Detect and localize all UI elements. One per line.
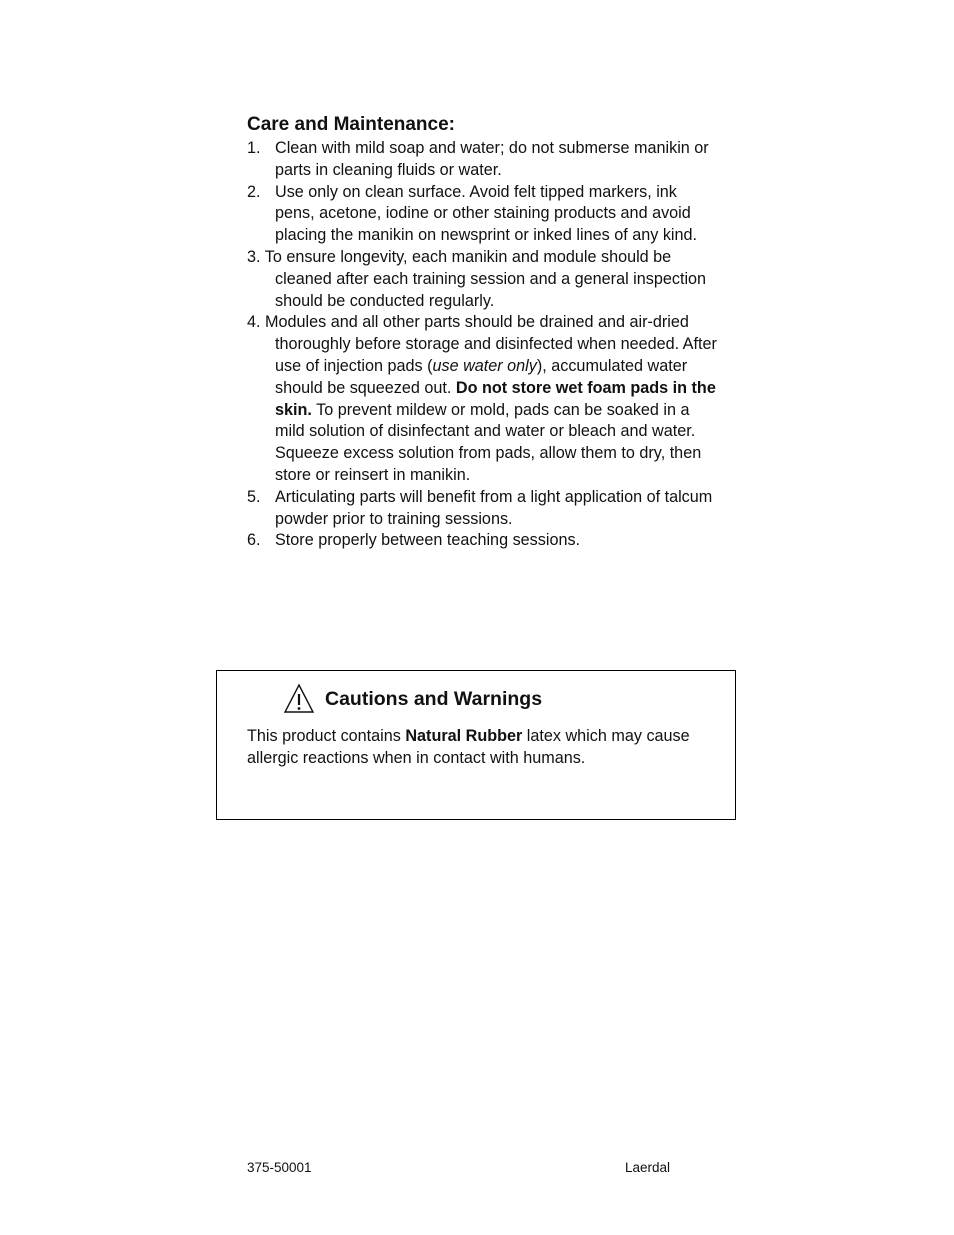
list-text: To ensure longevity, each manikin and module should be cleaned after each training session and a general inspection should be conducted regularly.	[264, 247, 707, 310]
warning-title-row	[283, 683, 542, 715]
list-item	[247, 530, 717, 552]
list-text: Modules and all other parts should be drained and air-dried thoroughly before storage and disinfected when needed. After use of injection pads (	[265, 313, 717, 375]
warning-text	[247, 725, 717, 769]
list-text: Articulating parts will benefit from a light application of talcum powder prior to training sessions.	[275, 487, 713, 528]
list-number: 5.	[247, 487, 261, 506]
list-item	[247, 182, 717, 247]
footer-doc-number: 375-50001	[247, 1160, 312, 1175]
cautions-warnings-box	[216, 670, 736, 820]
footer-brand: Laerdal	[625, 1160, 671, 1175]
list-text-italic: use water only	[432, 356, 537, 375]
list-text: ), accumulated water should be squeezed out.	[275, 356, 688, 397]
list-item	[247, 138, 717, 182]
care-heading: Care and Maintenance:	[247, 114, 455, 135]
warning-text-part: This product contains	[247, 727, 406, 745]
list-text: To prevent mildew or mold, pads can be soaked in a mild solution of disinfectant and water or bleach and water. Squeeze excess solution from pads, allow them to dry, then store or reinsert in manikin.	[275, 400, 702, 484]
warning-text-part: latex which may cause allergic reactions when in contact with humans.	[247, 727, 690, 767]
list-number: 3.	[247, 247, 261, 266]
list-text: Use only on clean surface. Avoid felt tipped markers, ink pens, acetone, iodine or other staining products and avoid placing the manikin on newsprint or inked lines of any kind.	[275, 182, 698, 245]
warning-title: Cautions and Warnings	[325, 687, 543, 710]
list-number: 1.	[247, 139, 261, 157]
list-item	[247, 247, 717, 312]
list-number: 6.	[247, 531, 261, 550]
list-item	[247, 312, 717, 486]
list-number: 2.	[247, 182, 261, 201]
list-text-bold: Do not store wet foam pads in the skin.	[275, 378, 716, 419]
warning-triangle-icon	[283, 683, 315, 715]
warning-text-bold: Natural Rubber	[405, 727, 523, 745]
list-item	[247, 487, 717, 531]
care-list	[247, 138, 717, 552]
list-number: 4.	[247, 313, 261, 332]
care-maintenance-section	[247, 113, 717, 552]
list-text: Store properly between teaching sessions.	[275, 531, 581, 550]
list-text: Clean with mild soap and water; do not submerse manikin or parts in cleaning fluids or water.	[275, 139, 709, 179]
